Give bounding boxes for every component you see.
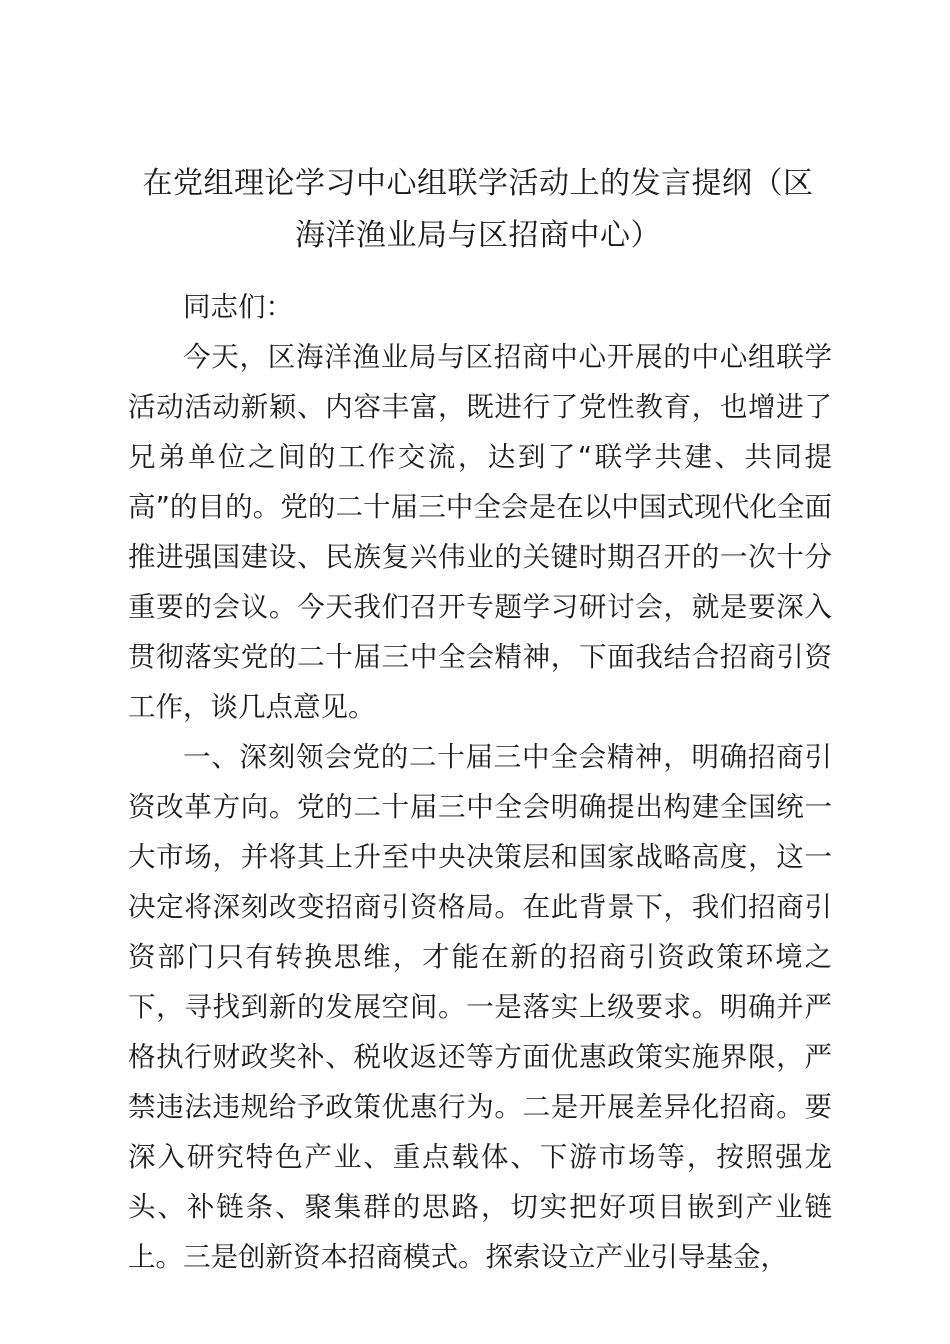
paragraph-intro: 今天，区海洋渔业局与区招商中心开展的中心组联学活动活动新颖、内容丰富，既进行了党性教育，也增进了兄弟单位之间的工作交流，达到了“联学共建、共同提高”的目的。党的二十届三中全会是在以中国式现代化全面推进强国建设、民族复兴伟业的关键时期召开的一次十分重要的会议。今天我们召开专题学习研讨会，就是要深入贯彻落实党的二十届三中全会精神，下面我结合招商引资工作，谈几点意见。 bbox=[128, 341, 832, 723]
document-title: 在党组理论学习中心组联学活动上的发言提纲（区海洋渔业局与区招商中心） bbox=[142, 166, 814, 253]
document-body bbox=[128, 282, 832, 1282]
paragraph-section-one: 一、深刻领会党的二十届三中全会精神，明确招商引资改革方向。党的二十届三中全会明确提出构建全国统一大市场，并将其上升至中央决策层和国家战略高度，这一决定将深刻改变招商引资格局。在此背景下，我们招商引资部门只有转换思维，才能在新的招商引资政策环境之下，寻找到新的发展空间。一是落实上级要求。明确并严格执行财政奖补、税收返还等方面优惠政策实施界限，严禁违法违规给予政策优惠行为。二是开展差异化招商。要深入研究特色产业、重点载体、下游市场等，按照强龙头、补链条、聚集群的思路，切实把好项目嵌到产业链上。三是创新资本招商模式。探索设立产业引导基金， bbox=[128, 741, 832, 1273]
salutation: 同志们： bbox=[183, 291, 293, 323]
